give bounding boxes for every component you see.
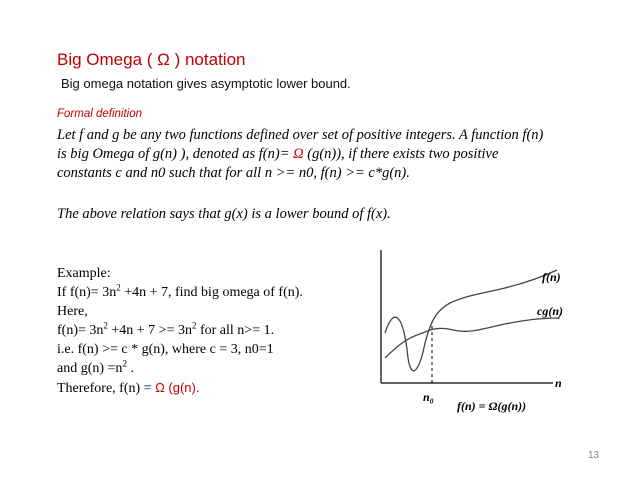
cg-of-n-curve bbox=[385, 318, 560, 358]
example-line-7 bbox=[57, 378, 303, 398]
graph-caption: f(n) = Ω(g(n)) bbox=[457, 399, 527, 413]
example-line-3: Here, bbox=[57, 304, 88, 319]
definition-omega-symbol: Ω bbox=[293, 146, 304, 162]
example-line-4-sup1: 2 bbox=[103, 320, 108, 331]
example-line-6-sup: 2 bbox=[122, 358, 127, 369]
n0-label: n₀ bbox=[423, 390, 434, 404]
cg-of-n-label: cg(n) bbox=[537, 304, 563, 318]
definition-line-3: constants c and n0 such that for all n >= n0, f(n) >= c*g(n). bbox=[57, 165, 410, 181]
definition-line-1: Let f and g be any two functions defined over set of positive integers. A function f(n) bbox=[57, 127, 544, 143]
page-number: 13 bbox=[588, 450, 600, 461]
example-line-4-post: for all n>= 1. bbox=[196, 323, 275, 338]
definition-line-2-post: (g(n)), if there exists two positive bbox=[303, 146, 499, 162]
example-line-4-sup2: 2 bbox=[191, 320, 197, 331]
definition-line-2-pre: is big Omega of g(n) ), denoted as f(n)= bbox=[57, 146, 294, 162]
example-line-6 bbox=[57, 359, 303, 378]
example-line-2 bbox=[57, 283, 303, 302]
n-axis-label: n bbox=[555, 376, 562, 390]
example-line-6-post: . bbox=[126, 361, 134, 376]
example-block bbox=[57, 264, 303, 398]
formal-definition-label: Formal definition bbox=[57, 108, 143, 120]
title-prefix: Big Omega ( bbox=[57, 50, 158, 69]
example-conclusion-red: Ω (g(n). bbox=[155, 380, 200, 395]
slide-subtitle: Big omega notation gives asymptotic lower bound. bbox=[61, 76, 351, 91]
title-suffix: ) notation bbox=[169, 50, 246, 69]
example-line-4-mid: +4n + 7 >= 3n bbox=[107, 323, 192, 338]
example-line-4-pre: f(n)= 3n bbox=[57, 323, 104, 338]
example-line-2-post: +4n + 7, find big omega of f(n). bbox=[120, 285, 303, 300]
relation-text: The above relation says that g(x) is a lower bound of f(x). bbox=[57, 206, 391, 222]
definition-line-2 bbox=[57, 145, 627, 164]
omega-symbol: Ω bbox=[157, 50, 170, 69]
omega-graph bbox=[375, 248, 590, 418]
example-line-5: i.e. f(n) >= c * g(n), where c = 3, n0=1 bbox=[57, 342, 274, 357]
example-line-4 bbox=[57, 321, 303, 340]
example-heading: Example: bbox=[57, 266, 111, 281]
slide-title bbox=[57, 50, 245, 70]
definition-text bbox=[57, 126, 627, 183]
example-line-2-sup: 2 bbox=[116, 282, 121, 293]
example-line-2-pre: If f(n)= 3n bbox=[57, 285, 117, 300]
example-line-6-pre: and g(n) =n bbox=[57, 361, 123, 376]
example-line-7-pre: Therefore, f(n) = bbox=[57, 381, 156, 396]
f-of-n-label: f(n) bbox=[542, 270, 561, 284]
